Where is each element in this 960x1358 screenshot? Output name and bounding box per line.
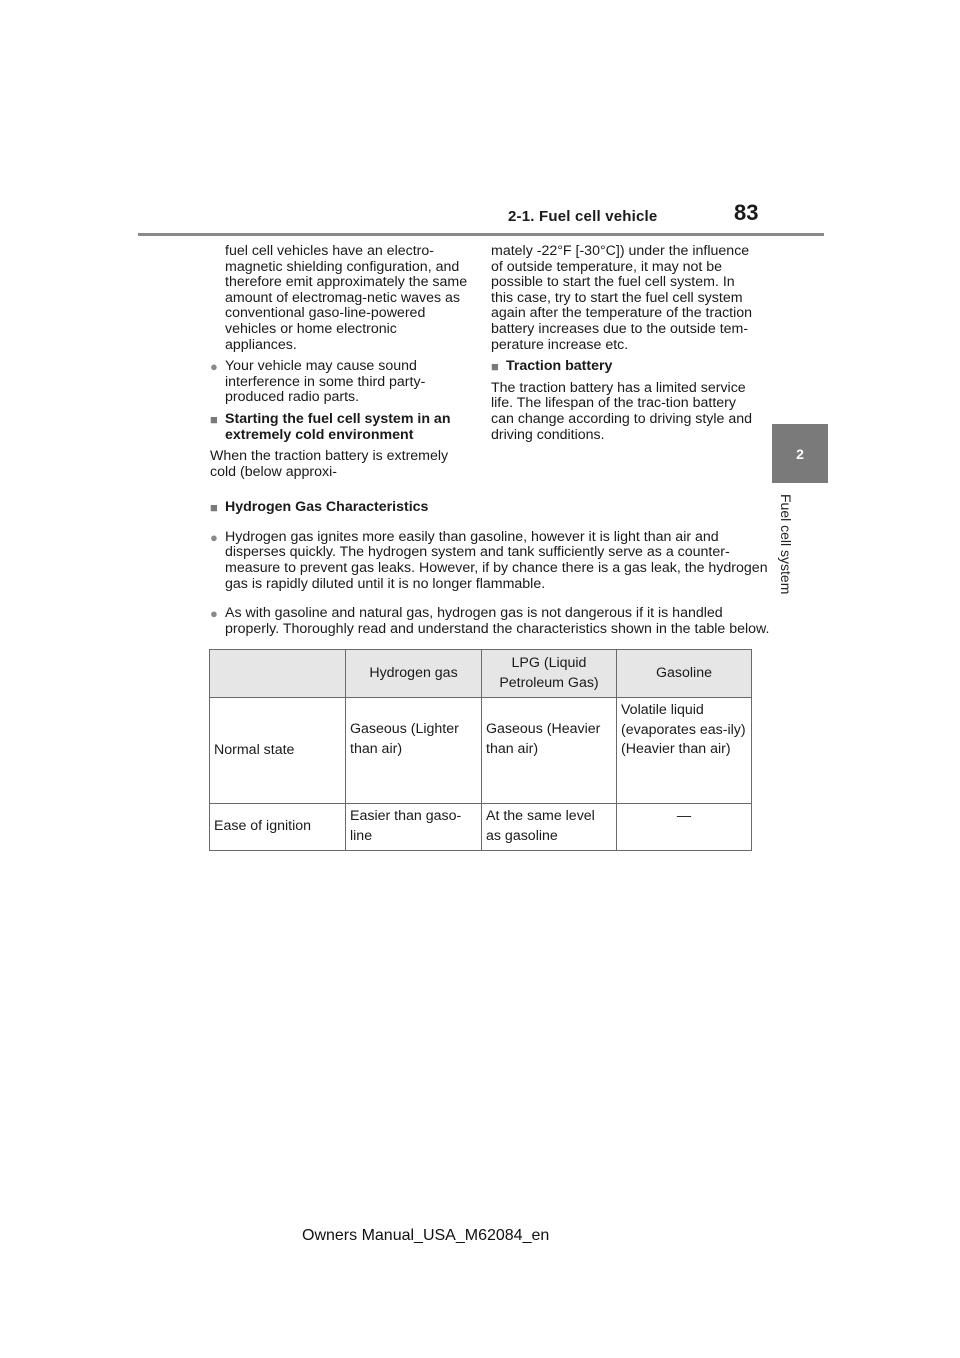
intro-paragraph: fuel cell vehicles have an electro-magnetic shielding configuration, and therefore emit approximately the same amount of electromag-netic waves as conventional gaso-line-powered vehicles or home electronic appliances. xyxy=(225,243,468,353)
square-bullet-icon: ■ xyxy=(210,500,218,515)
list-item xyxy=(210,606,770,637)
table-row-header: Ease of ignition xyxy=(210,804,346,851)
table-header-row xyxy=(210,650,752,698)
square-bullet-icon: ■ xyxy=(210,411,218,427)
table-cell: Easier than gaso-line xyxy=(346,804,482,851)
table-row xyxy=(210,698,752,804)
left-column xyxy=(210,244,472,480)
table-header-cell: Gasoline xyxy=(617,650,752,698)
bullet-text: Hydrogen gas ignites more easily than gasoline, however it is light than air and disperses quickly. The hydrogen system and tank sufficiently serve as a counter-measure to prevent gas leaks. However, if by chance there is a gas leak, the hydrogen gas is rapidly diluted until it is no longer flammable. xyxy=(225,528,768,592)
footer-text: Owners Manual_USA_M62084_en xyxy=(302,1227,550,1244)
chapter-label: Fuel cell system xyxy=(778,494,794,595)
circle-bullet-icon: ● xyxy=(210,359,218,375)
circle-bullet-icon: ● xyxy=(210,606,218,622)
subheading xyxy=(210,412,472,443)
list-item xyxy=(210,359,472,406)
square-bullet-icon: ■ xyxy=(491,359,499,375)
list-item xyxy=(210,530,770,592)
table-row-header: Normal state xyxy=(210,698,346,804)
header-rule xyxy=(138,233,824,236)
paragraph: When the traction battery is extremely cold (below approxi- xyxy=(210,448,449,480)
table-cell: At the same level as gasoline xyxy=(482,804,617,851)
table-header-cell: Hydrogen gas xyxy=(346,650,482,698)
subheading-text: Traction battery xyxy=(506,358,613,375)
section-title: 2-1. Fuel cell vehicle xyxy=(508,208,658,225)
subheading xyxy=(491,359,753,375)
table-header-cell xyxy=(210,650,346,698)
subheading xyxy=(210,500,770,516)
page-number: 83 xyxy=(734,200,759,225)
circle-bullet-icon: ● xyxy=(210,529,218,545)
table-cell: Volatile liquid (evaporates eas-ily) (Heavier than air) xyxy=(617,698,752,804)
subheading-text: Hydrogen Gas Characteristics xyxy=(225,499,429,515)
chapter-number: 2 xyxy=(796,445,804,462)
right-column xyxy=(491,244,753,443)
table-row xyxy=(210,804,752,851)
table-cell: — xyxy=(617,804,752,851)
chapter-tab xyxy=(772,424,828,483)
paragraph: mately -22°F [-30°C]) under the influence of outside temperature, it may not be possible to start the fuel cell system. In this case, try to start the fuel cell system again after the temperature of the traction battery increases due to the outside tem-perature increase etc. xyxy=(491,243,753,353)
table-header-cell: LPG (Liquid Petroleum Gas) xyxy=(482,650,617,698)
table-cell: Gaseous (Heavier than air) xyxy=(482,698,617,804)
paragraph: The traction battery has a limited service life. The lifespan of the trac-tion battery can change according to driving style and driving conditions. xyxy=(491,379,753,443)
table-cell: Gaseous (Lighter than air) xyxy=(346,698,482,804)
gas-characteristics-table xyxy=(209,649,752,851)
hydrogen-section xyxy=(210,500,770,652)
bullet-text: As with gasoline and natural gas, hydrogen gas is not dangerous if it is handled properly. Thoroughly read and understand the characteristics shown in the table below. xyxy=(225,605,770,637)
subheading-text: Starting the fuel cell system in an extremely cold environment xyxy=(225,410,451,443)
bullet-text: Your vehicle may cause sound interference in some third party-produced radio parts. xyxy=(225,358,426,406)
